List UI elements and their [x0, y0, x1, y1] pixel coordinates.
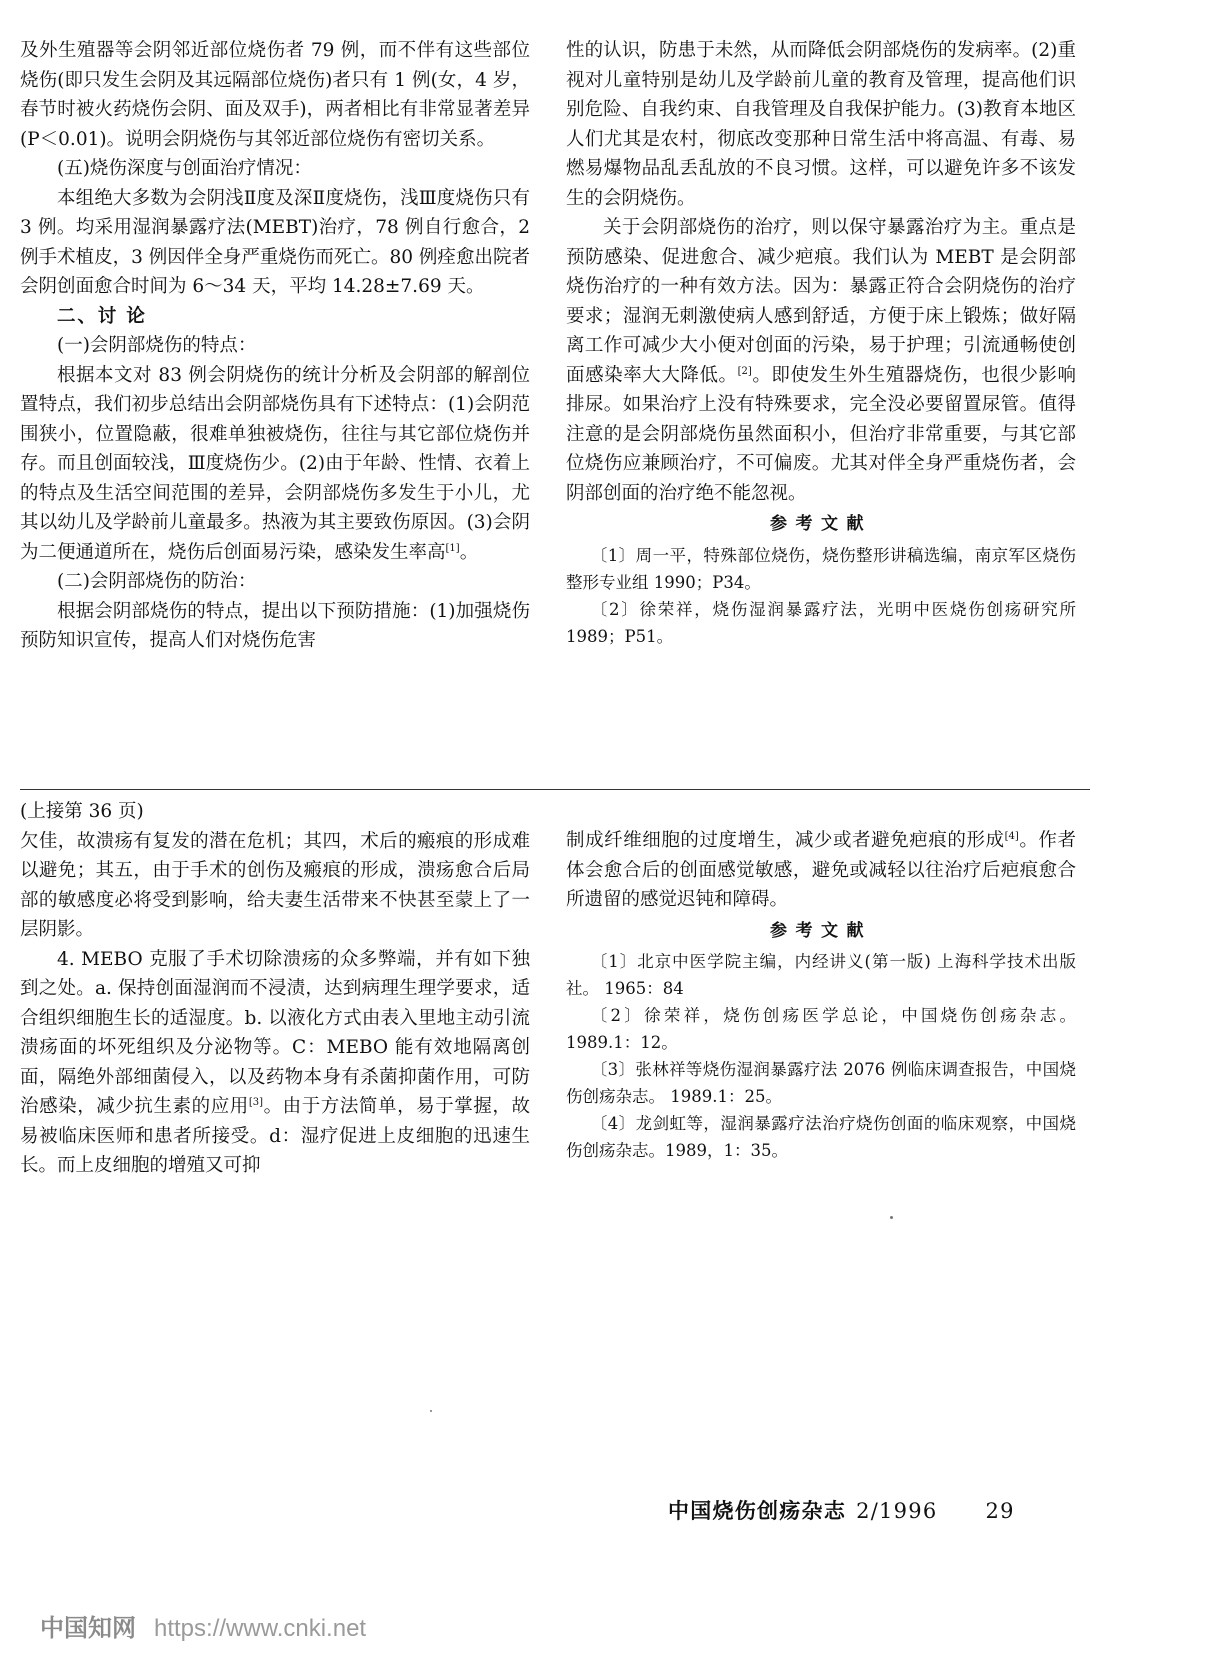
citation-marker: [3] [248, 1096, 264, 1108]
watermark [40, 1608, 366, 1643]
paragraph-text: 制成纤维细胞的过度增生，减少或者避免疤痕的形成 [566, 830, 1005, 851]
paragraph-text: 4. MEBO 克服了手术切除溃疡的众多弊端，并有如下独到之处。a. 保持创面湿润而不浸渍，达到病理生理学要求，适合组织细胞生长的适湿度。b. 以液化方式由表入里地主动引流溃疡面的坏死组织及分泌物等。C：MEBO 能有效地隔离创面，隔绝外部细菌侵入，以及药物本身有杀菌抑菌作用，可防治感染，减少抗生素的应用 [20, 948, 530, 1117]
section-heading: (五)烧伤深度与创面治疗情况： [57, 158, 312, 179]
section-divider [20, 789, 1090, 790]
reference-item: 〔2〕徐荣祥，烧伤创疡医学总论，中国烧伤创疡杂志。 1989.1：12。 [566, 1006, 1076, 1052]
journal-name: 中国烧伤创疡杂志 [668, 1498, 847, 1523]
paragraph-text: 。作者体会愈合后的创面感觉敏感，避免或减轻以往治疗后疤痕愈合所遗留的感觉迟钝和障碍。 [566, 830, 1076, 910]
paragraph: 本组绝大多数为会阴浅Ⅱ度及深Ⅱ度烧伤，浅Ⅲ度烧伤只有 3 例。均采用湿润暴露疗法(MEBT)治疗，78 例自行愈合，2 例手术植皮，3 例因伴全身严重烧伤而死亡。80 例痊愈出院者会阴创面愈合时间为 6～34 天，平均 14.28±7.69 天。 [20, 187, 530, 297]
page-number: 29 [985, 1499, 1015, 1523]
watermark-url: https://www.cnki.net [154, 1615, 367, 1642]
bottom-right-column [566, 826, 1076, 1164]
paragraph [566, 826, 1076, 915]
top-right-column [566, 36, 1076, 650]
reference-item: 〔3〕张林祥等烧伤湿润暴露疗法 2076 例临床调查报告，中国烧伤创疡杂志。 1989.1：25。 [566, 1060, 1076, 1106]
subsection-heading: (一)会阴部烧伤的特点： [57, 335, 257, 356]
paragraph [20, 945, 530, 1181]
references-title: 参考文献 [770, 920, 872, 941]
paragraph-text: 。由于方法简单，易于掌握，故易被临床医师和患者所接受。d：湿疗促进上皮细胞的迅速生长。而上皮细胞的增殖又可抑 [20, 1096, 530, 1176]
paragraph-text: 。即使发生外生殖器烧伤，也很少影响排尿。如果治疗上没有特殊要求，完全没必要留置尿管。值得注意的是会阴部烧伤虽然面积小，但治疗非常重要，与其它部位烧伤应兼顾治疗，不可偏废。尤其对伴全身严重烧伤者，会阴部创面的治疗绝不能忽视。 [566, 364, 1076, 504]
reference-item: 〔1〕北京中医学院主编，内经讲义(第一版) 上海科学技术出版社。 1965：84 [566, 952, 1076, 998]
paragraph: 性的认识，防患于未然，从而降低会阴部烧伤的发病率。(2)重视对儿童特别是幼儿及学龄前儿童的教育及管理，提高他们识别危险、自我约束、自我管理及自我保护能力。(3)教育本地区人们尤其是农村，彻底改变那种日常生活中将高温、有毒、易燃易爆物品乱丢乱放的不良习惯。这样，可以避免许多不该发生的会阴烧伤。 [566, 40, 1076, 209]
continued-note: (上接第 36 页) [20, 801, 144, 822]
scan-speck [890, 1216, 893, 1219]
subsection-heading: (二)会阴部烧伤的防治： [57, 571, 257, 592]
citation-marker: [2] [737, 365, 752, 377]
citation-marker: [4] [1004, 830, 1019, 842]
paragraph [566, 213, 1076, 508]
page-footer [668, 1495, 1015, 1525]
paragraph-text: 。 [459, 541, 479, 563]
paragraph: 根据会阴部烧伤的特点，提出以下预防措施：(1)加强烧伤预防知识宣传，提高人们对烧伤危害 [20, 600, 530, 651]
scan-speck [430, 1410, 432, 1412]
paragraph: 及外生殖器等会阴邻近部位烧伤者 79 例，而不伴有这些部位烧伤(即只发生会阴及其远隔部位烧伤)者只有 1 例(女，4 岁，春节时被火药烧伤会阴、面及双手)，两者相比有非常显著差异(P＜0.01)。说明会阴烧伤与其邻近部位烧伤有密切关系。 [20, 40, 530, 150]
citation-marker: [1] [445, 542, 460, 554]
section-heading: 二、讨 论 [57, 305, 147, 327]
paragraph: 欠佳，故溃疡有复发的潜在危机；其四，术后的瘢痕的形成难以避免；其五，由于手术的创伤及瘢痕的形成，溃疡愈合后局部的敏感度必将受到影响，给夫妻生活带来不快甚至蒙上了一层阴影。 [20, 830, 530, 940]
paragraph-text: 根据本文对 83 例会阴烧伤的统计分析及会阴部的解剖位置特点，我们初步总结出会阴部烧伤具有下述特点：(1)会阴范围狭小，位置隐蔽，很难单独被烧伤，往往与其它部位烧伤并存。而且创面较浅，Ⅲ度烧伤少。(2)由于年龄、性情、衣着上的特点及生活空间范围的差异，会阴部烧伤多发生于小儿，尤其以幼儿及学龄前儿童最多。热液为其主要致伤原因。(3)会阴为二便通道所在，烧伤后创面易污染，感染发生率高 [20, 364, 530, 563]
references-title: 参考文献 [770, 514, 872, 534]
reference-item: 〔2〕徐荣祥，烧伤湿润暴露疗法，光明中医烧伤创疡研究所 1989；P51。 [566, 599, 1076, 646]
reference-item: 〔4〕龙剑虹等，湿润暴露疗法治疗烧伤创面的临床观察，中国烧伤创疡杂志。1989，1：35。 [566, 1114, 1076, 1160]
top-left-column [20, 36, 530, 656]
issue-number: 2/1996 [856, 1499, 938, 1523]
reference-item: 〔1〕周一平，特殊部位烧伤，烧伤整形讲稿选编，南京军区烧伤整形专业组 1990；P34。 [566, 545, 1076, 592]
watermark-brand: 中国知网 [40, 1615, 136, 1642]
bottom-left-column [20, 797, 530, 1181]
paragraph-text: 关于会阴部烧伤的治疗，则以保守暴露治疗为主。重点是预防感染、促进愈合、减少疤痕。我们认为 MEBT 是会阴部烧伤治疗的一种有效方法。因为：暴露正符合会阴烧伤的治疗要求；湿润无刺激使病人感到舒适，方便于床上锻炼；做好隔离工作可减少大小便对创面的污染，易于护理；引流通畅使创面感染率大大降低。 [566, 217, 1076, 386]
paragraph [20, 361, 530, 568]
